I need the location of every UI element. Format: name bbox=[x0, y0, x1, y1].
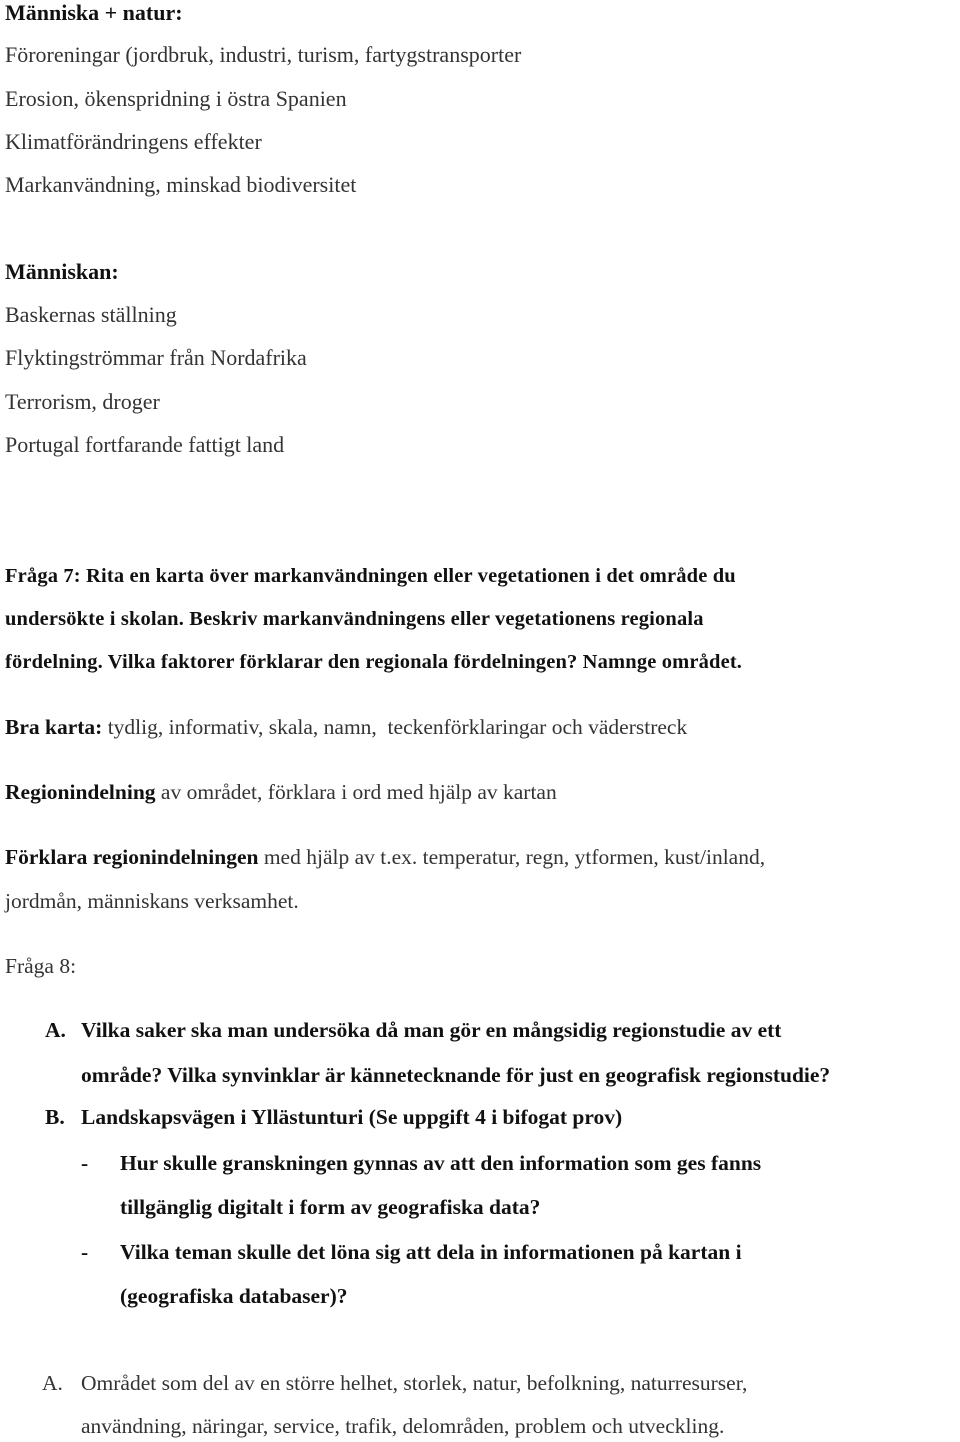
question-7-line: Fråga 7: Rita en karta över markanvändningen eller vegetationen i det område du bbox=[5, 565, 736, 587]
list-item: Baskernas ställning bbox=[5, 302, 177, 327]
section-heading-nature: Människa + natur: bbox=[5, 0, 183, 25]
list-item: Terrorism, droger bbox=[5, 389, 160, 414]
bullet-dash: - bbox=[81, 1151, 89, 1175]
list-item: Klimatförändringens effekter bbox=[5, 129, 262, 154]
criteria-map-label: Bra karta: bbox=[5, 715, 103, 739]
question-7-line: fördelning. Vilka faktorer förklarar den regionala fördelningen? Namnge området. bbox=[5, 651, 743, 673]
criteria-explain bbox=[5, 844, 765, 870]
question-8-b-letter: B. bbox=[45, 1105, 65, 1129]
criteria-region-label: Regionindelning bbox=[5, 780, 156, 804]
question-8-a-letter: A. bbox=[45, 1018, 66, 1042]
criteria-explain-text2: jordmån, människans verksamhet. bbox=[5, 889, 299, 913]
question-8-title: Fråga 8: bbox=[5, 954, 77, 978]
criteria-map-text: tydlig, informativ, skala, namn, teckenförklaringar och väderstreck bbox=[102, 715, 688, 739]
answer-letter: A. bbox=[42, 1371, 63, 1395]
question-7-line: undersökte i skolan. Beskriv markanvändningens eller vegetationens regionala bbox=[5, 608, 704, 630]
question-8-heading bbox=[5, 953, 76, 979]
list-item: Markanvändning, minskad biodiversitet bbox=[5, 172, 357, 197]
question-8-a-line: Vilka saker ska man undersöka då man gör en mångsidig regionstudie av ett bbox=[81, 1018, 782, 1042]
criteria-explain-label: Förklara regionindelningen bbox=[5, 845, 259, 869]
list-item: Portugal fortfarande fattigt land bbox=[5, 432, 285, 457]
answer-line: användning, näringar, service, trafik, delområden, problem och utveckling. bbox=[81, 1414, 725, 1438]
criteria-region bbox=[5, 779, 557, 805]
section-heading-people: Människan: bbox=[5, 259, 119, 284]
list-item: Erosion, ökenspridning i östra Spanien bbox=[5, 86, 347, 111]
bullet-1-line: Hur skulle granskningen gynnas av att den information som ges fanns bbox=[120, 1151, 762, 1175]
list-item: Flyktingströmmar från Nordafrika bbox=[5, 345, 307, 370]
bullet-1-line: tillgänglig digitalt i form av geografiska data? bbox=[120, 1195, 541, 1219]
criteria-explain-continued bbox=[5, 888, 299, 914]
question-8-b-line: Landskapsvägen i Yllästunturi (Se uppgift 4 i bifogat prov) bbox=[81, 1105, 623, 1129]
criteria-region-text: av området, förklara i ord med hjälp av kartan bbox=[155, 780, 557, 804]
bullet-2-line: (geografiska databaser)? bbox=[120, 1284, 348, 1308]
bullet-dash: - bbox=[81, 1240, 89, 1264]
criteria-explain-text: med hjälp av t.ex. temperatur, regn, ytformen, kust/inland, bbox=[258, 845, 766, 869]
bullet-2-line: Vilka teman skulle det löna sig att dela in informationen på kartan i bbox=[120, 1240, 742, 1264]
answer-line: Området som del av en större helhet, storlek, natur, befolkning, naturresurser, bbox=[81, 1371, 748, 1395]
list-item: Föroreningar (jordbruk, industri, turism, fartygstransporter bbox=[5, 42, 522, 67]
question-8-a-line: område? Vilka synvinklar är kännetecknande för just en geografisk regionstudie? bbox=[81, 1063, 831, 1087]
criteria-map bbox=[5, 714, 687, 740]
